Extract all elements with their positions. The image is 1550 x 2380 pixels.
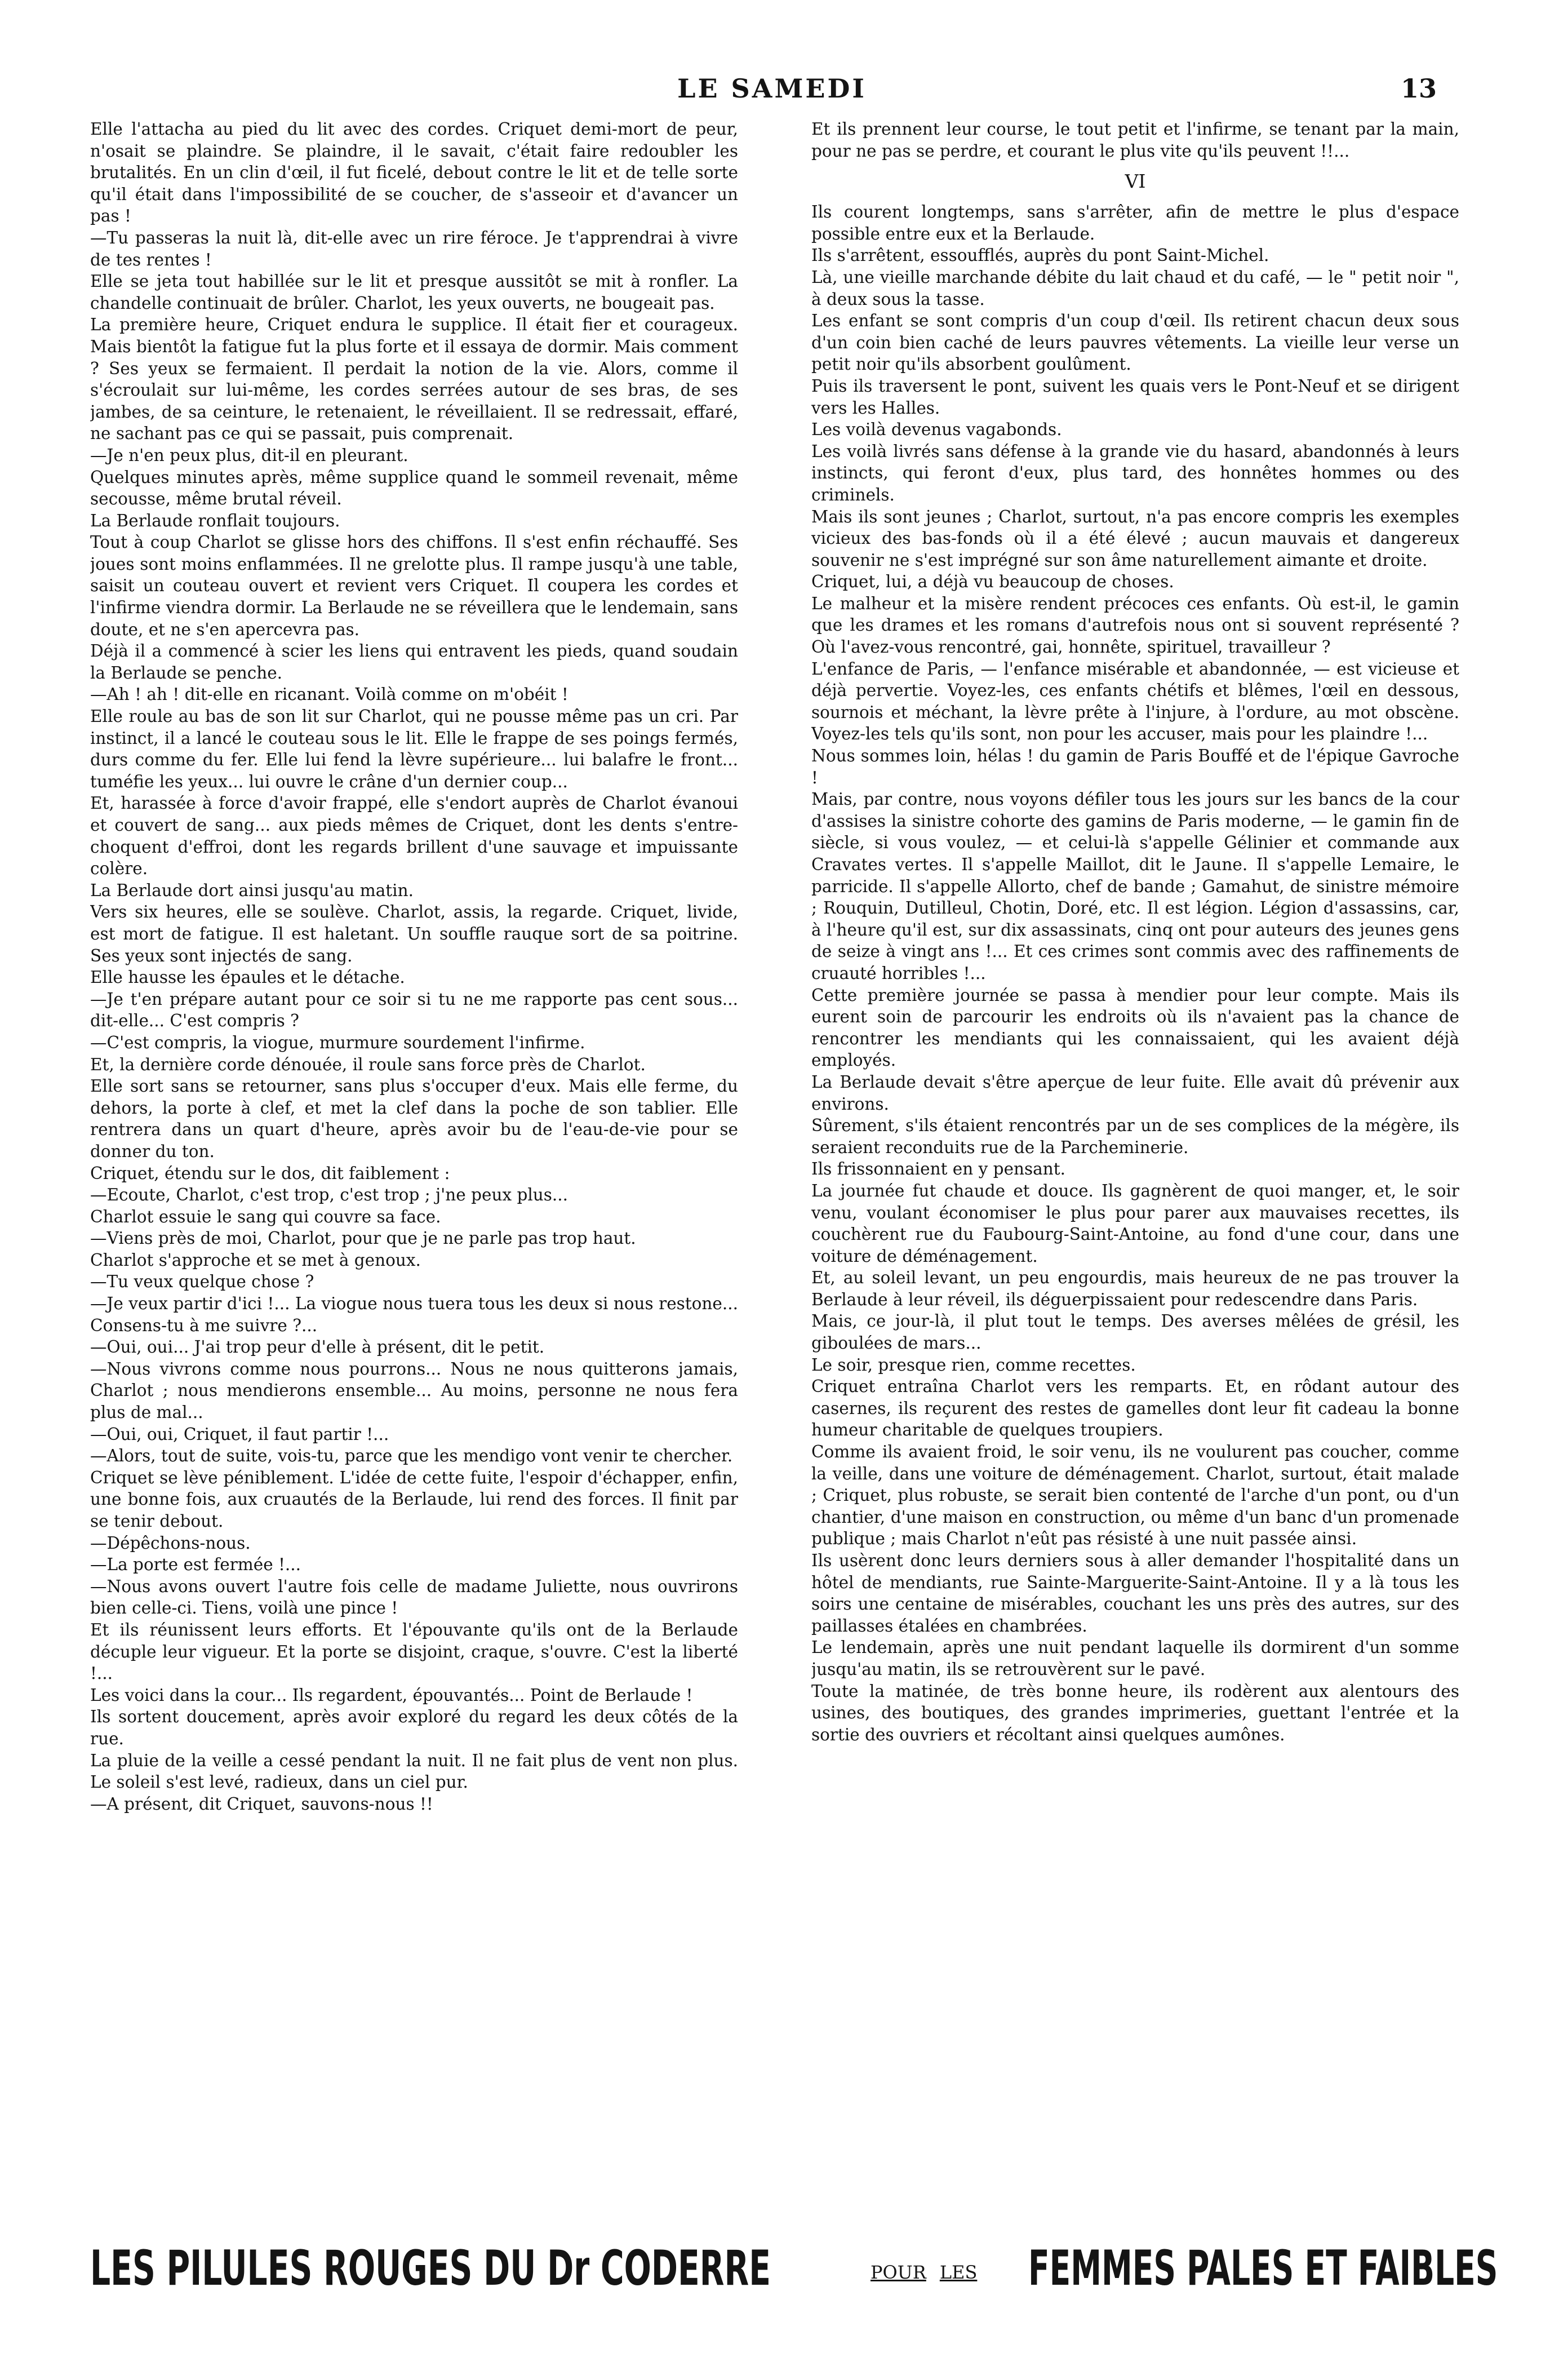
paragraph: —Tu veux quelque chose ? [90,1272,314,1292]
paragraph: La première heure, Criquet endura le supplice. Il était fier et courageux. Mais bientôt la fatigue fut la plus forte et il essaya de dormir. Mais comment ? Ses yeux se fermaient. Il perdait la notion de la vie. Alors, comme il s'écroulait sur lui-même, les cordes serrées autour de ses bras, de ses jambes, de sa ceinture, le retenaient, le réveillaient. Il se redressait, effaré, ne sachant pas ce qui se passait, puis comprenait. [90,315,738,444]
paragraph: Criquet, étendu sur le dos, dit faiblement : [90,1163,450,1183]
paragraph: —Nous avons ouvert l'autre fois celle de madame Juliette, nous ouvrirons bien celle-ci. Tiens, voilà une pince ! [90,1576,738,1618]
paragraph: Le soir, presque rien, comme recettes. [811,1355,1136,1375]
ad-target-audience: FEMMES PALES ET FAIBLES [1028,2240,1498,2297]
paragraph: Charlot s'approche et se met à genoux. [90,1250,421,1270]
paragraph: Quelques minutes après, même supplice quand le sommeil revenait, même secousse, même brutal réveil. [90,467,738,509]
paragraph: Et, harassée à force d'avoir frappé, elle s'endort auprès de Charlot évanoui et couvert de sang... aux pieds mêmes de Criquet, dont les dents s'entre-choquent d'effroi, dont les regards brillent d'une sauvage et impuissante colère. [90,794,738,879]
paragraph: Ils sortent doucement, après avoir exploré du regard les deux côtés de la rue. [90,1707,738,1748]
chapter-heading: VI [1125,170,1146,193]
paragraph: Mais, ce jour-là, il plut tout le temps. Des averses mêlées de grésil, les giboulées de mars... [811,1311,1459,1353]
paragraph: Criquet se lève péniblement. L'idée de cette fuite, l'espoir d'échapper, enfin, une bonne fois, aux cruautés de la Berlaude, lui rend des forces. Il finit par se tenir debout. [90,1468,738,1531]
paragraph: —La porte est fermée !... [90,1555,301,1575]
paragraph: —Ecoute, Charlot, c'est trop, c'est trop ; j'ne peux plus... [90,1185,569,1205]
paragraph: Les voici dans la cour... Ils regardent, épouvantés... Point de Berlaude ! [90,1685,693,1705]
paragraph: La Berlaude devait s'être aperçue de leur fuite. Elle avait dû prévenir aux environs. [811,1072,1459,1114]
paragraph: Sûrement, s'ils étaient rencontrés par un de ses complices de la mégère, ils seraient reconduits rue de la Parcheminerie. [811,1116,1459,1157]
paragraph: Les voilà devenus vagabonds. [811,420,1062,440]
paragraph: Les voilà livrés sans défense à la grande vie du hasard, abandonnés à leurs instincts, qui feront d'eux, plus tard, des honnêtes hommes ou des criminels. [811,441,1459,504]
paragraph: —C'est compris, la viogue, murmure sourdement l'infirme. [90,1032,585,1052]
paragraph: Elle se jeta tout habillée sur le lit et presque aussitôt se mit à ronfler. La chandelle continuait de brûler. Charlot, les yeux ouverts, ne bougeait pas. [90,272,738,313]
paragraph: —Je veux partir d'ici !... La viogue nous tuera tous les deux si nous restone... Consens-tu à me suivre ?... [90,1294,738,1335]
paragraph: Puis ils traversent le pont, suivent les quais vers le Pont-Neuf et se dirigent vers les Halles. [811,376,1459,418]
ad-pour-word: POUR [871,2262,926,2283]
paragraph: Cette première journée se passa à mendier pour leur compte. Mais ils eurent soin de parcourir les endroits où ils n'avaient pas la chance de rencontrer les mendiants qui les connaissaient, qui les avaient déjà employés. [811,985,1459,1070]
paragraph: —Oui, oui... J'ai trop peur d'elle à présent, dit le petit. [90,1337,545,1357]
paragraph: —Tu passeras la nuit là, dit-elle avec un rire féroce. Je t'apprendrai à vivre de tes rentes ! [90,228,738,269]
paragraph: Là, une vieille marchande débite du lait chaud et du café, — le " petit noir ", à deux sous la tasse. [811,267,1459,309]
left-column [90,118,738,2204]
paragraph: Les enfant se sont compris d'un coup d'œil. Ils retirent chacun deux sous d'un coin bien caché de leurs pauvres vêtements. La vieille leur verse un petit noir qu'ils absorbent goulûment. [811,311,1459,374]
paragraph: Elle sort sans se retourner, sans plus s'occuper d'eux. Mais elle ferme, du dehors, la porte à clef, et met la clef dans la poche de son tablier. Elle rentrera dans un quart d'heure, après avoir bu de l'eau-de-vie pour se donner du ton. [90,1076,738,1161]
paragraph: —Dépêchons-nous. [90,1533,251,1553]
paragraph: Comme ils avaient froid, le soir venu, ils ne voulurent pas coucher, comme la veille, dans une voiture de déménagement. Charlot, surtout, était malade ; Criquet, plus robuste, se serait bien contenté de l'arche d'un pont, ou d'un chantier, d'une maison en construction, ou même d'un banc d'un promenade publique ; mais Charlot n'eût pas résisté à une nuit passée ainsi. [811,1442,1459,1549]
paragraph: —Ah ! ah ! dit-elle en ricanant. Voilà comme on m'obéit ! [90,685,569,704]
paragraph: —Alors, tout de suite, vois-tu, parce que les mendigo vont venir te chercher. [90,1446,733,1466]
paragraph: Mais, par contre, nous voyons défiler tous les jours sur les bancs de la cour d'assises la sinistre cohorte des gamins de Paris moderne, — le gamin fin de siècle, si vous voulez, — et celui-là s'appelle Gélinier et commande aux Cravates vertes. Il s'appelle Maillot, dit le Jaune. Il s'appelle Lemaire, le parricide. Il s'appelle Allorto, chef de bande ; Gamahut, de sinistre mémoire ; Rouquin, Dutilleul, Chotin, Doré, etc. Il est légion. Légion d'assassins, car, à l'heure qu'il est, sur dix assassinats, cinq ont pour auteurs des jeunes gens de seize à vingt ans !... Et ces crimes sont commis avec des raffinements de cruauté horribles !... [811,790,1459,983]
newspaper-title: LE SAMEDI [677,73,867,104]
paragraph: La Berlaude ronflait toujours. [90,511,340,530]
paragraph: —Oui, oui, Criquet, il faut partir !... [90,1424,389,1444]
paragraph: Déjà il a commencé à scier les liens qui entravent les pieds, quand soudain la Berlaude se penche. [90,641,738,682]
paragraph: Le lendemain, après une nuit pendant laquelle ils dormirent d'un somme jusqu'au matin, ils se retrouvèrent sur le pavé. [811,1638,1459,1679]
paragraph: Mais ils sont jeunes ; Charlot, surtout, n'a pas encore compris les exemples vicieux des bas-fonds où il a été élevé ; aucun mauvais et dangereux souvenir ne s'est imprégné sur son âme naturellement aimante et droite. [811,507,1459,570]
paragraph: —A présent, dit Criquet, sauvons-nous !! [90,1794,433,1814]
right-column-intro: Et ils prennent leur course, le tout petit et l'infirme, se tenant par la main, pour ne pas se perdre, et courant le plus vite qu'ils peuvent !!... [811,119,1459,161]
page-header [96,68,1448,118]
paragraph: —Je t'en prépare autant pour ce soir si tu ne me rapporte pas cent sous... dit-elle... C'est compris ? [90,989,738,1031]
ad-connector [871,2262,991,2283]
paragraph: —Nous vivrons comme nous pourrons... Nous ne nous quitterons jamais, Charlot ; nous mendierons ensemble... Au moins, personne ne nous fera plus de mal... [90,1359,738,1422]
paragraph: Criquet, lui, a déjà vu beaucoup de choses. [811,572,1174,592]
paragraph: Toute la matinée, de très bonne heure, ils rodèrent aux alentours des usines, des boutiques, des grandes imprimeries, guettant l'entrée et la sortie des ouvriers et récoltant ainsi quelques aumônes. [811,1681,1459,1744]
paragraph: Elle l'attacha au pied du lit avec des cordes. Criquet demi-mort de peur, n'osait se plaindre. Se plaindre, il le savait, c'était faire redoubler les brutalités. En un clin d'œil, il fut ficelé, debout contre le lit et de telle sorte qu'il était dans l'impossibilité de se coucher, de s'asseoir et d'avancer un pas ! [90,119,738,226]
paragraph: Elle roule au bas de son lit sur Charlot, qui ne pousse même pas un cri. Par instinct, il a lancé le couteau sous le lit. Elle le frappe de ses poings fermés, durs comme du fer. Elle lui fend la lèvre supérieure... lui balafre le front... tuméfie les yeux... lui ouvre le crâne d'un dernier coup... [90,707,738,791]
paragraph: —Je n'en peux plus, dit-il en pleurant. [90,445,408,465]
paragraph: Ils usèrent donc leurs derniers sous à aller demander l'hospitalité dans un hôtel de mendiants, rue Sainte-Marguerite-Saint-Antoine. Il y a là tous les soirs une centaine de misérables, couchant les uns près des autres, sur des paillasses étalées en chambrées. [811,1551,1459,1636]
ad-product-name: LES PILULES ROUGES DU Dr CODERRE [90,2240,771,2297]
paragraph: La Berlaude dort ainsi jusqu'au matin. [90,880,414,900]
paragraph: L'enfance de Paris, — l'enfance misérable et abandonnée, — est vicieuse et déjà pervertie. Voyez-les, ces enfants chétifs et blêmes, l'œil en dessous, sournois et méchant, la lèvre prête à l'injure, à l'ordure, au mot obscène. Voyez-les tels qu'ils sont, non pour les accuser, mais pour les plaindre !... [811,659,1459,744]
paragraph: Tout à coup Charlot se glisse hors des chiffons. Il s'est enfin réchauffé. Ses joues sont moins enflammées. Il ne grelotte plus. Il rampe jusqu'à une table, saisit un couteau ouvert et revient vers Criquet. Il coupera les cordes et l'infirme viendra dormir. La Berlaude ne se réveillera que le lendemain, sans doute, et ne s'en apercevra pas. [90,533,738,639]
paragraph: —Viens près de moi, Charlot, pour que je ne parle pas trop haut. [90,1229,636,1248]
paragraph: Nous sommes loin, hélas ! du gamin de Paris Bouffé et de l'épique Gavroche ! [811,746,1459,787]
paragraph: Et ils réunissent leurs efforts. Et l'épouvante qu'ils ont de la Berlaude décuple leur vigueur. Et la porte se disjoint, craque, s'ouvre. C'est la liberté !... [90,1620,738,1683]
paragraph: Ils frissonnaient en y pensant. [811,1159,1065,1179]
paragraph: Et, au soleil levant, un peu engourdis, mais heureux de ne pas trouver la Berlaude à leur réveil, ils déguerpissaient pour redescendre dans Paris. [811,1268,1459,1309]
paragraph: Ils courent longtemps, sans s'arrêter, afin de mettre le plus d'espace possible entre eux et la Berlaude. [811,202,1459,243]
paragraph: Criquet entraîna Charlot vers les remparts. Et, en rôdant autour des casernes, ils reçurent des restes de gamelles dont leur fit cadeau la bonne humeur charitable de quelques troupiers. [811,1377,1459,1440]
ad-les-word: LES [939,2262,978,2283]
paragraph: Elle hausse les épaules et le détache. [90,968,405,987]
paragraph: Le malheur et la misère rendent précoces ces enfants. Où est-il, le gamin que les drames et les romans d'autrefois nous ont si souvent représenté ? Où l'avez-vous rencontré, gai, honnête, spirituel, travailleur ? [811,593,1459,657]
paragraph: La journée fut chaude et douce. Ils gagnèrent de quoi manger, et, le soir venu, voulant économiser le plus pour parer aux mauvaises recettes, ils couchèrent rue du Faubourg-Saint-Antoine, au fond d'une cour, dans une voiture de déménagement. [811,1181,1459,1266]
paragraph: Et, la dernière corde dénouée, il roule sans force près de Charlot. [90,1054,646,1074]
page-number: 13 [1400,73,1437,104]
footer-advertisement [90,2240,1498,2308]
right-column [811,118,1459,2204]
right-column-body [811,201,1459,1745]
paragraph: Ils s'arrêtent, essoufflés, auprès du pont Saint-Michel. [811,246,1269,265]
paragraph: La pluie de la veille a cessé pendant la nuit. Il ne fait plus de vent non plus. Le soleil s'est levé, radieux, dans un ciel pur. [90,1750,738,1792]
paragraph: Vers six heures, elle se soulève. Charlot, assis, la regarde. Criquet, livide, est mort de fatigue. Il est haletant. Un souffle rauque sort de sa poitrine. Ses yeux sont injectés de sang. [90,902,738,965]
paragraph: Charlot essuie le sang qui couvre sa face. [90,1207,441,1226]
